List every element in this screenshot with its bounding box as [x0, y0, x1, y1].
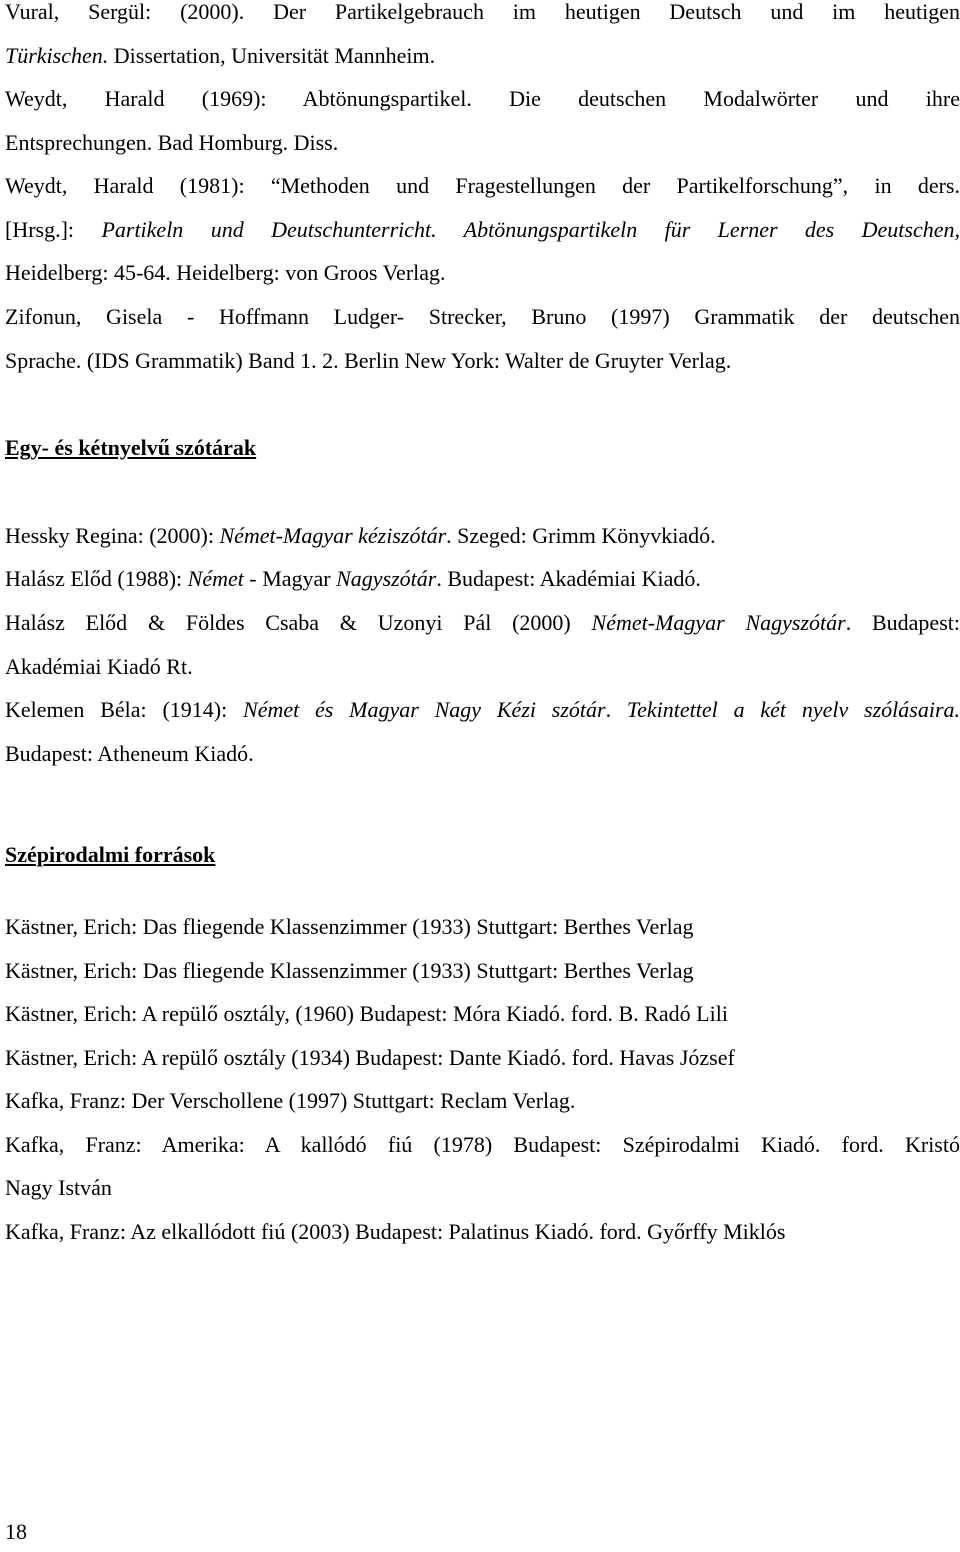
reference-text: Hessky Regina: (2000): — [5, 523, 220, 548]
reference-line — [5, 601, 960, 645]
reference-text: Dissertation, Universität Mannheim. — [108, 42, 436, 68]
reference-weydt-1981 — [5, 164, 960, 295]
dictionary-hessky — [5, 514, 960, 558]
reference-vural — [5, 0, 960, 77]
reference-line — [5, 514, 960, 558]
section-heading-dictionaries: Egy- és kétnyelvű szótárak — [5, 435, 257, 460]
reference-line — [5, 557, 960, 601]
italic-title: Német-Magyar Nagyszótár — [591, 610, 846, 635]
reference-line: Weydt, Harald (1969): Abtönungspartikel. Die deutschen Modalwörter und ihre — [5, 86, 960, 111]
literature-entry: Kästner, Erich: A repülő osztály, (1960) Budapest: Móra Kiadó. ford. B. Radó Lili — [5, 1001, 728, 1026]
dictionary-halasz-2000 — [5, 601, 960, 688]
page-number: 18 — [5, 1519, 27, 1544]
reference-line — [5, 688, 960, 732]
reference-text: Halász Előd & Földes Csaba & Uzonyi Pál (2000) — [5, 610, 592, 635]
literature-entry: Kästner, Erich: Das fliegende Klassenzimmer (1933) Stuttgart: Berthes Verlag — [5, 957, 694, 983]
reference-line: Weydt, Harald (1981): “Methoden und Fragestellungen der Partikelforschung”, in ders. — [5, 173, 960, 198]
reference-line: Zifonun, Gisela - Hoffmann Ludger- Strecker, Bruno (1997) Grammatik der deutschen — [5, 304, 960, 329]
literature-entry: Kästner, Erich: A repülő osztály (1934) Budapest: Dante Kiadó. ford. Havas József — [5, 1044, 735, 1070]
literature-entry: Nagy István — [5, 1175, 112, 1200]
reference-text: Halász Előd (1988): — [5, 566, 188, 591]
italic-title: Német-Magyar kéziszótár — [219, 523, 447, 548]
italic-title: Nagyszótár — [336, 566, 437, 591]
reference-line: Heidelberg: 45-64. Heidelberg: von Groos Verlag. — [5, 260, 446, 285]
reference-text: Kelemen Béla: (1914): — [5, 697, 244, 722]
literature-entry: Kafka, Franz: Der Verschollene (1997) Stuttgart: Reclam Verlag. — [5, 1088, 576, 1113]
literature-entry: Kästner, Erich: Das fliegende Klassenzimmer (1933) Stuttgart: Berthes Verlag — [5, 914, 694, 939]
reference-line: Sprache. (IDS Grammatik) Band 1. 2. Berlin New York: Walter de Gruyter Verlag. — [5, 347, 732, 373]
literature-entry: Kafka, Franz: Amerika: A kallódó fiú (1978) Budapest: Szépirodalmi Kiadó. ford. Kristó — [5, 1131, 960, 1157]
dictionary-kelemen — [5, 688, 960, 775]
reference-line: Budapest: Atheneum Kiadó. — [5, 740, 254, 766]
reference-weydt-1969 — [5, 77, 960, 164]
reference-text: [Hrsg.]: — [5, 216, 102, 242]
reference-text: - Magyar — [243, 566, 337, 591]
reference-line: Akadémiai Kiadó Rt. — [5, 653, 193, 679]
reference-line: Entsprechungen. Bad Homburg. Diss. — [5, 129, 339, 155]
reference-line — [5, 208, 960, 252]
section-heading-literature: Szépirodalmi források — [5, 842, 216, 867]
italic-title: Partikeln und Deutschunterricht. Abtönungspartikeln für Lerner des Deutschen, — [101, 216, 960, 242]
reference-text: . — [605, 697, 627, 722]
dictionary-halasz-1988 — [5, 557, 960, 601]
reference-text: . Budapest: Akadémiai Kiadó. — [436, 566, 701, 591]
reference-line — [5, 34, 960, 78]
literature-list — [5, 905, 960, 1253]
italic-title: Türkischen. — [5, 42, 109, 68]
reference-zifonun — [5, 295, 960, 382]
italic-title: Német — [187, 566, 244, 591]
literature-entry: Kafka, Franz: Az elkallódott fiú (2003) Budapest: Palatinus Kiadó. ford. Győrffy Miklós — [5, 1218, 786, 1244]
reference-text: . Budapest: — [845, 610, 960, 635]
reference-line: Vural, Sergül: (2000). Der Partikelgebrauch im heutigen Deutsch und im heutigen — [5, 0, 960, 24]
italic-title: Német és Magyar Nagy Kézi szótár — [243, 697, 606, 722]
italic-title: Tekintettel a két nyelv szólásaira. — [626, 697, 960, 722]
reference-text: . Szeged: Grimm Könyvkiadó. — [446, 523, 716, 548]
